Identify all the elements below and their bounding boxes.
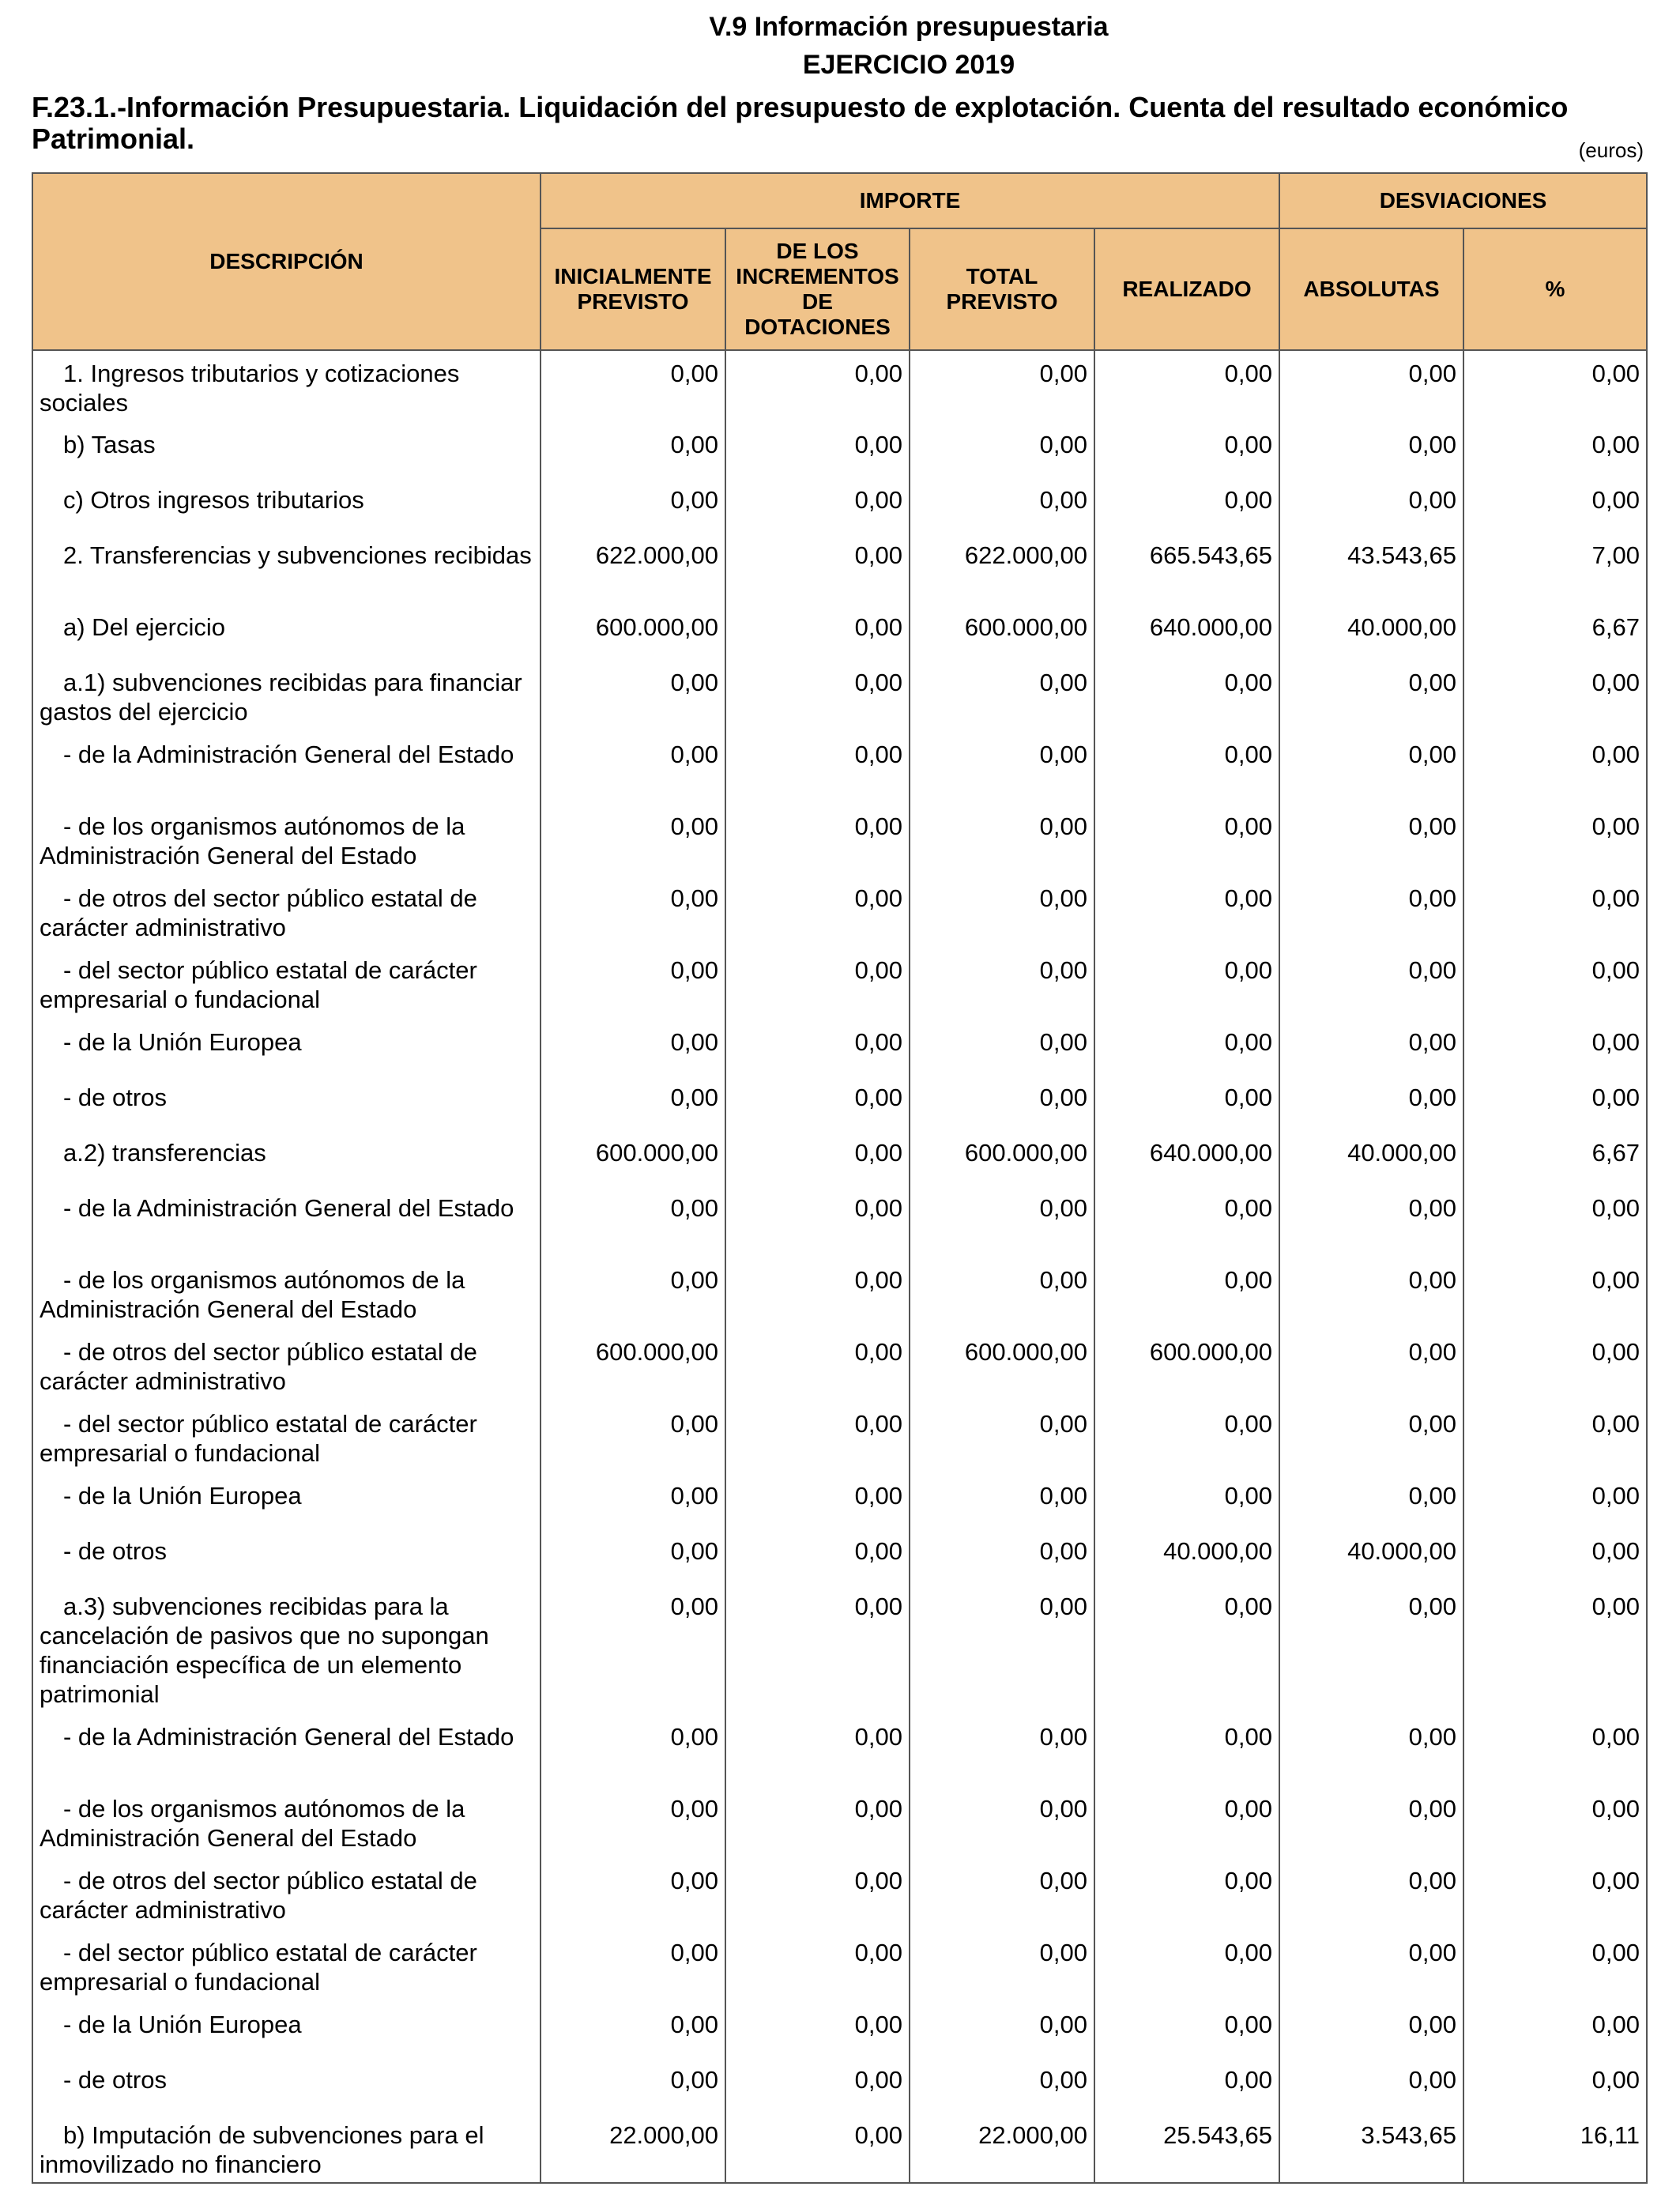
row-value: 0,00 <box>725 1584 910 1714</box>
row-value: 0,00 <box>541 732 725 804</box>
row-value: 0,00 <box>1094 1930 1279 2002</box>
row-value: 0,00 <box>910 660 1094 732</box>
table-row <box>32 1786 1647 1858</box>
table-row <box>32 1529 1647 1584</box>
row-value: 600.000,00 <box>910 1130 1094 1186</box>
row-value: 0,00 <box>1463 1329 1647 1401</box>
row-value: 0,00 <box>1279 1020 1463 1075</box>
row-value: 0,00 <box>910 1714 1094 1786</box>
row-description-text: - de los organismos autónomos de la Administración General del Estado <box>40 1795 465 1852</box>
row-value: 0,00 <box>1463 2057 1647 2113</box>
row-value: 0,00 <box>910 948 1094 1020</box>
row-description <box>32 1401 541 1473</box>
row-value: 0,00 <box>541 948 725 1020</box>
table-row <box>32 1257 1647 1329</box>
row-value: 0,00 <box>541 1473 725 1529</box>
row-description-text: c) Otros ingresos tributarios <box>63 486 364 514</box>
row-value: 0,00 <box>1463 1930 1647 2002</box>
row-value: 0,00 <box>1463 1257 1647 1329</box>
row-value: 0,00 <box>541 1529 725 1584</box>
row-value: 0,00 <box>541 422 725 477</box>
row-value: 0,00 <box>1463 1401 1647 1473</box>
row-description-text: - de otros del sector público estatal de carácter administrativo <box>40 884 477 941</box>
row-value: 0,00 <box>910 422 1094 477</box>
row-description-text: 2. Transferencias y subvenciones recibidas <box>63 541 532 569</box>
row-value: 0,00 <box>541 1075 725 1130</box>
row-value: 0,00 <box>1094 732 1279 804</box>
row-value: 22.000,00 <box>541 2113 725 2183</box>
col-header-porcentaje: % <box>1463 228 1647 350</box>
row-value: 0,00 <box>725 533 910 605</box>
row-value: 0,00 <box>1279 1401 1463 1473</box>
row-description <box>32 1930 541 2002</box>
row-value: 0,00 <box>725 1786 910 1858</box>
row-value: 0,00 <box>910 477 1094 533</box>
row-value: 0,00 <box>725 2057 910 2113</box>
unit-label: (euros) <box>1578 138 1644 162</box>
row-value: 0,00 <box>725 1529 910 1584</box>
row-value: 0,00 <box>725 1130 910 1186</box>
row-value: 0,00 <box>1463 1858 1647 1930</box>
col-header-realizado: REALIZADO <box>1094 228 1279 350</box>
row-value: 0,00 <box>1094 1714 1279 1786</box>
col-header-absolutas: ABSOLUTAS <box>1279 228 1463 350</box>
row-description-text: a.3) subvenciones recibidas para la cancelación de pasivos que no supongan financiación específica de un elemento patrimonial <box>40 1593 489 1708</box>
row-value: 640.000,00 <box>1094 1130 1279 1186</box>
row-value: 0,00 <box>910 1858 1094 1930</box>
row-description-text: - de otros del sector público estatal de carácter administrativo <box>40 1867 477 1924</box>
row-description <box>32 1786 541 1858</box>
row-value: 0,00 <box>910 1584 1094 1714</box>
row-value: 0,00 <box>1094 2057 1279 2113</box>
row-description <box>32 1020 541 1075</box>
row-description <box>32 1584 541 1714</box>
row-value: 0,00 <box>725 1930 910 2002</box>
row-description-text: - de los organismos autónomos de la Administración General del Estado <box>40 812 465 869</box>
row-value: 0,00 <box>1279 477 1463 533</box>
row-value: 0,00 <box>541 1257 725 1329</box>
row-value: 0,00 <box>1463 1714 1647 1786</box>
row-value: 0,00 <box>910 2057 1094 2113</box>
row-value: 0,00 <box>910 732 1094 804</box>
table-row <box>32 1329 1647 1401</box>
row-value: 665.543,65 <box>1094 533 1279 605</box>
row-value: 0,00 <box>541 350 725 422</box>
row-description <box>32 2002 541 2057</box>
row-description-text: - de la Administración General del Estado <box>63 1723 514 1751</box>
row-value: 16,11 <box>1463 2113 1647 2183</box>
row-value: 0,00 <box>1279 1329 1463 1401</box>
row-description-text: 1. Ingresos tributarios y cotizaciones sociales <box>40 360 460 417</box>
row-value: 0,00 <box>1279 1257 1463 1329</box>
row-value: 600.000,00 <box>910 1329 1094 1401</box>
row-value: 0,00 <box>1279 804 1463 876</box>
row-value: 40.000,00 <box>1279 1529 1463 1584</box>
row-value: 0,00 <box>1463 1075 1647 1130</box>
row-value: 0,00 <box>910 1075 1094 1130</box>
row-value: 0,00 <box>1094 2002 1279 2057</box>
row-description-text: - de otros <box>63 1084 167 1111</box>
row-value: 0,00 <box>910 876 1094 948</box>
row-value: 0,00 <box>910 1473 1094 1529</box>
row-description-text: - de los organismos autónomos de la Administración General del Estado <box>40 1266 465 1323</box>
row-value: 0,00 <box>725 605 910 660</box>
row-value: 0,00 <box>1094 660 1279 732</box>
table-row <box>32 1473 1647 1529</box>
row-value: 0,00 <box>1279 732 1463 804</box>
row-value: 0,00 <box>910 804 1094 876</box>
row-value: 0,00 <box>910 1786 1094 1858</box>
row-value: 0,00 <box>1463 948 1647 1020</box>
row-description <box>32 1257 541 1329</box>
row-value: 0,00 <box>725 1401 910 1473</box>
row-value: 0,00 <box>541 660 725 732</box>
row-value: 0,00 <box>541 1930 725 2002</box>
row-description <box>32 1186 541 1257</box>
row-value: 0,00 <box>725 1714 910 1786</box>
row-value: 0,00 <box>1279 1584 1463 1714</box>
row-value: 0,00 <box>1463 1473 1647 1529</box>
row-value: 622.000,00 <box>541 533 725 605</box>
table-row <box>32 2002 1647 2057</box>
row-description <box>32 1075 541 1130</box>
row-value: 600.000,00 <box>541 605 725 660</box>
row-description <box>32 1529 541 1584</box>
row-value: 600.000,00 <box>1094 1329 1279 1401</box>
row-description-text: - de otros <box>63 2066 167 2094</box>
table-row <box>32 948 1647 1020</box>
row-description-text: a.2) transferencias <box>63 1139 266 1167</box>
row-description <box>32 1858 541 1930</box>
row-value: 0,00 <box>1279 350 1463 422</box>
row-description-text: - de la Unión Europea <box>63 1028 302 1056</box>
row-value: 0,00 <box>541 1858 725 1930</box>
table-row <box>32 605 1647 660</box>
row-description <box>32 732 541 804</box>
row-value: 0,00 <box>1094 422 1279 477</box>
row-value: 0,00 <box>725 1020 910 1075</box>
row-value: 0,00 <box>1463 2002 1647 2057</box>
row-value: 0,00 <box>1279 1858 1463 1930</box>
table-row <box>32 477 1647 533</box>
row-value: 0,00 <box>725 948 910 1020</box>
table-row <box>32 1075 1647 1130</box>
row-value: 40.000,00 <box>1094 1529 1279 1584</box>
row-value: 0,00 <box>541 1020 725 1075</box>
row-value: 0,00 <box>1094 1473 1279 1529</box>
table-row <box>32 350 1647 422</box>
row-value: 0,00 <box>1463 477 1647 533</box>
row-value: 0,00 <box>1279 660 1463 732</box>
row-description <box>32 422 541 477</box>
table-row <box>32 422 1647 477</box>
table-row <box>32 660 1647 732</box>
row-value: 3.543,65 <box>1279 2113 1463 2183</box>
row-value: 0,00 <box>1463 1186 1647 1257</box>
row-value: 0,00 <box>910 2002 1094 2057</box>
row-description-text: - de otros del sector público estatal de carácter administrativo <box>40 1338 477 1395</box>
row-value: 0,00 <box>910 1529 1094 1584</box>
row-value: 0,00 <box>1094 1858 1279 1930</box>
table-row <box>32 1714 1647 1786</box>
table-body <box>32 350 1647 2183</box>
row-value: 0,00 <box>1279 1186 1463 1257</box>
table-row <box>32 1130 1647 1186</box>
row-value: 640.000,00 <box>1094 605 1279 660</box>
row-value: 22.000,00 <box>910 2113 1094 2183</box>
row-value: 0,00 <box>1094 1186 1279 1257</box>
row-value: 0,00 <box>1094 1786 1279 1858</box>
row-value: 0,00 <box>541 477 725 533</box>
row-description-text: - de la Administración General del Estado <box>63 1194 514 1222</box>
row-value: 0,00 <box>1094 948 1279 1020</box>
row-description <box>32 1130 541 1186</box>
row-description-text: - del sector público estatal de carácter empresarial o fundacional <box>40 1410 477 1467</box>
table-row <box>32 1186 1647 1257</box>
row-value: 0,00 <box>910 1257 1094 1329</box>
row-value: 0,00 <box>1279 1786 1463 1858</box>
row-value: 0,00 <box>541 1584 725 1714</box>
group-header-desviaciones: DESVIACIONES <box>1279 173 1647 228</box>
table-row <box>32 1584 1647 1714</box>
row-value: 0,00 <box>1279 422 1463 477</box>
row-value: 0,00 <box>1094 1257 1279 1329</box>
row-description <box>32 350 541 422</box>
row-description <box>32 660 541 732</box>
row-value: 0,00 <box>541 2057 725 2113</box>
row-value: 40.000,00 <box>1279 1130 1463 1186</box>
table-row <box>32 732 1647 804</box>
row-value: 0,00 <box>725 350 910 422</box>
table-row <box>32 2057 1647 2113</box>
row-description-text: a) Del ejercicio <box>63 613 226 641</box>
col-header-incrementos: DE LOS INCREMENTOS DE DOTACIONES <box>725 228 910 350</box>
row-value: 0,00 <box>541 876 725 948</box>
row-value: 600.000,00 <box>541 1329 725 1401</box>
row-value: 0,00 <box>1279 1714 1463 1786</box>
row-value: 0,00 <box>1463 1786 1647 1858</box>
row-description-text: - del sector público estatal de carácter empresarial o fundacional <box>40 956 477 1013</box>
row-value: 0,00 <box>1279 876 1463 948</box>
row-value: 25.543,65 <box>1094 2113 1279 2183</box>
row-value: 0,00 <box>541 2002 725 2057</box>
row-description <box>32 605 541 660</box>
row-value: 0,00 <box>1463 1529 1647 1584</box>
row-value: 7,00 <box>1463 533 1647 605</box>
row-value: 0,00 <box>1094 1401 1279 1473</box>
row-value: 0,00 <box>725 1858 910 1930</box>
row-value: 0,00 <box>725 1257 910 1329</box>
row-value: 0,00 <box>1279 1075 1463 1130</box>
row-value: 0,00 <box>725 804 910 876</box>
row-description <box>32 1473 541 1529</box>
row-value: 0,00 <box>541 804 725 876</box>
row-value: 0,00 <box>725 1186 910 1257</box>
row-description <box>32 1714 541 1786</box>
row-value: 0,00 <box>725 2113 910 2183</box>
row-description <box>32 2057 541 2113</box>
row-description-text: - de la Unión Europea <box>63 2011 302 2038</box>
table-row <box>32 2113 1647 2183</box>
row-value: 0,00 <box>1094 1020 1279 1075</box>
row-value: 0,00 <box>1463 1020 1647 1075</box>
row-description <box>32 804 541 876</box>
row-value: 0,00 <box>1463 1584 1647 1714</box>
table-row <box>32 804 1647 876</box>
row-value: 0,00 <box>725 1329 910 1401</box>
row-description-text: b) Tasas <box>63 431 156 458</box>
row-description-text: b) Imputación de subvenciones para el inmovilizado no financiero <box>40 2121 484 2178</box>
row-value: 6,67 <box>1463 1130 1647 1186</box>
row-value: 0,00 <box>1279 1473 1463 1529</box>
row-description <box>32 1329 541 1401</box>
exercise-title: EJERCICIO 2019 <box>802 50 1015 80</box>
row-value: 0,00 <box>1279 2057 1463 2113</box>
row-description-text: - de la Administración General del Estado <box>63 741 514 768</box>
row-value: 43.543,65 <box>1279 533 1463 605</box>
row-description-text: a.1) subvenciones recibidas para financiar gastos del ejercicio <box>40 669 522 726</box>
table-row <box>32 1401 1647 1473</box>
col-header-descripcion: DESCRIPCIÓN <box>32 173 541 350</box>
section-title: V.9 Información presupuestaria <box>709 12 1109 42</box>
row-description-text: - de otros <box>63 1537 167 1565</box>
row-value: 0,00 <box>1094 804 1279 876</box>
row-value: 0,00 <box>910 1930 1094 2002</box>
row-value: 0,00 <box>910 1186 1094 1257</box>
row-value: 0,00 <box>725 876 910 948</box>
row-description <box>32 477 541 533</box>
row-value: 0,00 <box>1094 477 1279 533</box>
row-value: 0,00 <box>725 1473 910 1529</box>
row-value: 622.000,00 <box>910 533 1094 605</box>
row-value: 0,00 <box>541 1186 725 1257</box>
row-value: 0,00 <box>1279 1930 1463 2002</box>
table-row <box>32 1020 1647 1075</box>
row-description <box>32 948 541 1020</box>
row-value: 0,00 <box>725 732 910 804</box>
budget-table <box>32 172 1648 2184</box>
table-row <box>32 533 1647 605</box>
col-header-inicialmente-previsto: INICIALMENTE PREVISTO <box>541 228 725 350</box>
table-row <box>32 876 1647 948</box>
row-description <box>32 533 541 605</box>
row-value: 0,00 <box>1463 350 1647 422</box>
row-value: 0,00 <box>1463 876 1647 948</box>
table-row <box>32 1930 1647 2002</box>
row-value: 0,00 <box>725 1075 910 1130</box>
row-value: 0,00 <box>541 1786 725 1858</box>
row-value: 0,00 <box>1094 1584 1279 1714</box>
row-value: 0,00 <box>1094 350 1279 422</box>
row-description <box>32 2113 541 2183</box>
table-row <box>32 1858 1647 1930</box>
row-value: 0,00 <box>910 1020 1094 1075</box>
row-value: 0,00 <box>725 477 910 533</box>
row-value: 0,00 <box>1279 2002 1463 2057</box>
row-description-text: - del sector público estatal de carácter empresarial o fundacional <box>40 1939 477 1996</box>
row-description <box>32 876 541 948</box>
form-title: F.23.1.-Información Presupuestaria. Liquidación del presupuesto de explotación. Cuenta del resultado económico Patrimonial. <box>32 91 1569 155</box>
row-value: 0,00 <box>1463 732 1647 804</box>
row-value: 0,00 <box>1463 804 1647 876</box>
row-value: 0,00 <box>725 660 910 732</box>
row-value: 0,00 <box>725 422 910 477</box>
row-value: 600.000,00 <box>910 605 1094 660</box>
row-value: 6,67 <box>1463 605 1647 660</box>
row-value: 0,00 <box>1463 660 1647 732</box>
row-value: 0,00 <box>910 1401 1094 1473</box>
row-value: 0,00 <box>1279 948 1463 1020</box>
row-description-text: - de la Unión Europea <box>63 1482 302 1510</box>
row-value: 0,00 <box>1094 876 1279 948</box>
group-header-importe: IMPORTE <box>541 173 1279 228</box>
row-value: 0,00 <box>910 350 1094 422</box>
row-value: 600.000,00 <box>541 1130 725 1186</box>
row-value: 0,00 <box>1094 1075 1279 1130</box>
row-value: 0,00 <box>541 1401 725 1473</box>
col-header-total-previsto: TOTAL PREVISTO <box>910 228 1094 350</box>
row-value: 0,00 <box>1463 422 1647 477</box>
row-value: 0,00 <box>541 1714 725 1786</box>
row-value: 40.000,00 <box>1279 605 1463 660</box>
row-value: 0,00 <box>725 2002 910 2057</box>
